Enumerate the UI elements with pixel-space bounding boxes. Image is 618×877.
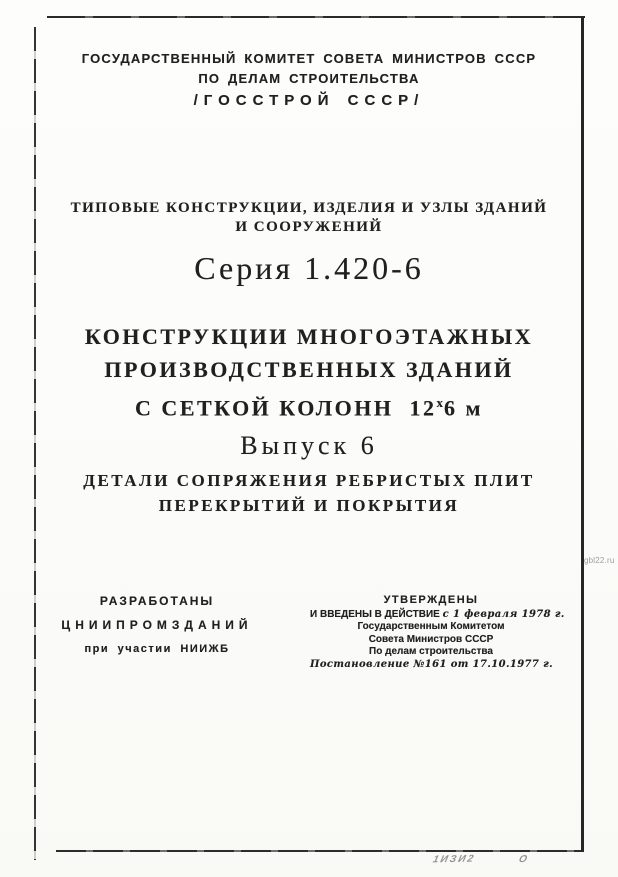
developed-by-block xyxy=(47,594,267,655)
watermark-text: gbl22.ru xyxy=(584,556,615,565)
catalog-line-2: И СООРУЖЕНИЙ xyxy=(235,219,383,235)
main-title xyxy=(35,320,583,424)
page-border-top xyxy=(47,16,585,18)
approval-block xyxy=(310,594,565,671)
catalog-heading xyxy=(35,199,583,237)
approval-effective-date-handwritten: с 1 февраля 1978 г. xyxy=(442,608,565,620)
approval-line-5: По делам строительства xyxy=(369,646,493,657)
bleedthrough-text-right: О xyxy=(517,853,531,866)
grid-prefix: С СЕТКОЙ КОЛОНН xyxy=(135,395,394,421)
catalog-line-1: ТИПОВЫЕ КОНСТРУКЦИИ, ИЗДЕЛИЯ И УЗЛЫ ЗДАНИЙ xyxy=(70,200,548,216)
approval-decree-handwritten: Постановление №161 от 17.10.1977 г. xyxy=(310,658,554,670)
issue-title xyxy=(35,468,583,518)
issue-label: Выпуск 6 xyxy=(240,431,378,460)
approval-title: УТВЕРЖДЕНЫ xyxy=(383,594,479,606)
approval-line-3: Государственным Комитетом xyxy=(357,621,505,632)
approval-line-4: Совета Министров СССР xyxy=(368,633,494,645)
approval-effective-line xyxy=(310,608,565,622)
authority-line-2: ПО ДЕЛАМ СТРОИТЕЛЬСТВА xyxy=(198,71,420,86)
developed-org: ЦНИИПРОМЗДАНИЙ xyxy=(61,618,253,632)
gosstroy-label: /ГОССТРОЙ СССР/ xyxy=(193,92,425,109)
approval-effective-typed: И ВВЕДЕНЫ В ДЕЙСТВИЕ xyxy=(310,608,440,620)
issue-title-line-2: ПЕРЕКРЫТИЙ И ПОКРЫТИЯ xyxy=(158,496,460,515)
grid-span-a: 12 xyxy=(409,395,437,421)
series-label: Серия 1.420-6 xyxy=(194,250,424,286)
developed-title: РАЗРАБОТАНЫ xyxy=(99,594,215,608)
title-line-1: КОНСТРУКЦИИ МНОГОЭТАЖНЫХ xyxy=(84,324,534,349)
title-line-2: ПРОИЗВОДСТВЕННЫХ ЗДАНИЙ xyxy=(104,357,514,382)
title-line-3 xyxy=(35,386,583,424)
grid-span-b: 6 м xyxy=(443,395,483,421)
grid-multiply-sign: х xyxy=(436,395,444,410)
developed-participation: при участии НИИЖБ xyxy=(84,643,230,655)
issue-title-line-1: ДЕТАЛИ СОПРЯЖЕНИЯ РЕБРИСТЫХ ПЛИТ xyxy=(83,471,535,490)
page-border-bottom xyxy=(56,850,583,852)
bleedthrough-text-left: 1ИЗИ2 xyxy=(431,853,477,866)
authority-line-1: ГОСУДАРСТВЕННЫЙ КОМИТЕТ СОВЕТА МИНИСТРОВ СССР xyxy=(81,51,537,66)
authority-header xyxy=(35,49,583,111)
